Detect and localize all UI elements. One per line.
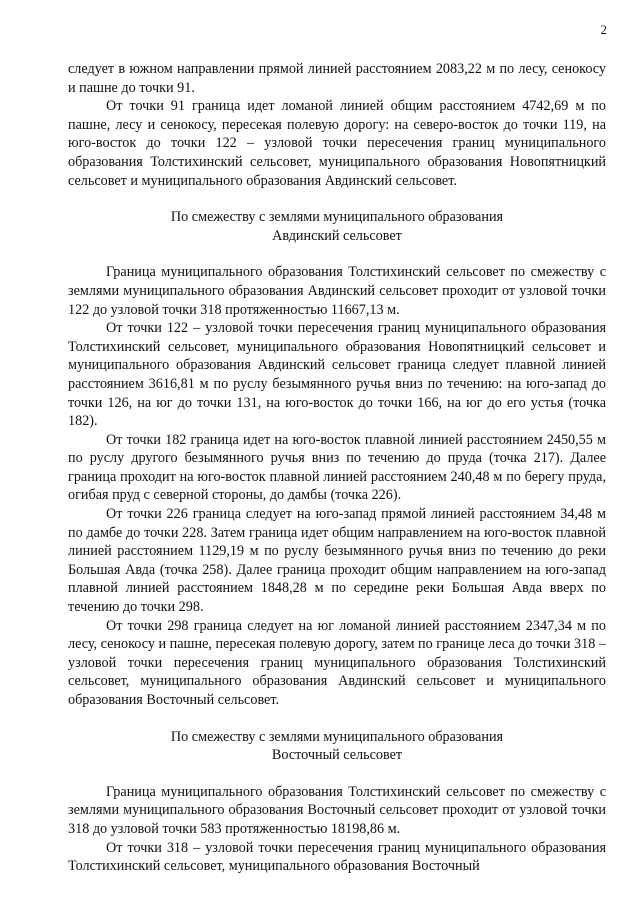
spacer — [68, 765, 606, 783]
spacer — [68, 245, 606, 263]
page-number: 2 — [600, 22, 607, 37]
section-heading-line: По смежеству с землями муниципального образования — [170, 209, 504, 226]
paragraph-continuation: следует в южном направлении прямой линией расстоянием 2083,22 м по лесу, сенокосу и пашне до точки 91. — [68, 61, 606, 96]
paragraph-point-91: От точки 91 граница идет ломаной линией общим расстоянием 4742,69 м по пашне, лесу и сенокосу, пересекая полевую дорогу: на северо-восток до точки 119, на юго-восток до точки 122 – узловой точки пересечения границ муниципального образования Толстихинский сельсовет, муниципального образования Новопятницкий сельсовет и муниципального образования Авдинский сельсовет. — [68, 98, 606, 189]
document-body — [68, 60, 606, 876]
paragraph-point-226: От точки 226 граница следует на юго-запад прямой линией расстоянием 34,48 м по дамбе до точки 228. Затем граница идет общим направлением на юго-восток плавной линией расстоянием 1129,19 м по руслу безымянного ручья вниз по течению до реки Большая Авда (точка 258). Далее граница проходит общим направлением на юго-запад плавной линией расстоянием 1848,28 м по середине реки Большая Авда вверх по течению до точки 298. — [68, 506, 606, 616]
paragraph-point-318: От точки 318 – узловой точки пересечения границ муниципального образования Толстихинский сельсовет, муниципального образования Восточный — [68, 839, 606, 875]
section-heading-line: Восточный сельсовет — [271, 747, 403, 764]
section-heading-avdinsky — [68, 208, 606, 245]
paragraph-point-298: От точки 298 граница следует на юг ломаной линией расстоянием 2347,34 м по лесу, сенокосу и пашне, пересекая полевую дорогу, затем по границе леса до точки 318 – узловой точки пересечения границ муниципального образования Толстихинский сельсовет, муниципального образования Авдинский сельсовет и муниципального образования Восточный сельсовет. — [68, 617, 606, 708]
section-heading-line: Авдинский сельсовет — [272, 227, 402, 244]
spacer — [68, 190, 606, 208]
section-heading-vostochny — [68, 728, 606, 765]
spacer — [68, 710, 606, 728]
paragraph-point-122: От точки 122 – узловой точки пересечения границ муниципального образования Толстихинский сельсовет, муниципального образования Новопятницкий сельсовет и муниципального образования Авдинский сельсовет граница следует плавной линией расстоянием 3616,81 м по руслу безымянного ручья вниз по течению: на юго-запад до точки 126, на юг до точки 131, на юго-восток до точки 166, на юг до его устья (точка 182). — [68, 320, 606, 430]
paragraph-boundary-vostochny: Граница муниципального образования Толстихинский сельсовет по смежеству с землями муниципального образования Восточный сельсовет проходит от узловой точки 318 до узловой точки 583 протяженностью 18198,86 м. — [68, 783, 606, 837]
section-heading-line: По смежеству с землями муниципального образования — [170, 728, 504, 745]
paragraph-boundary-avdinsky: Граница муниципального образования Толстихинский сельсовет по смежеству с землями муниципального образования Авдинский сельсовет проходит от узловой точки 122 до узловой точки 318 протяженностью 11667,13 м. — [68, 264, 606, 318]
paragraph-point-182: От точки 182 граница идет на юго-восток плавной линией расстоянием 2450,55 м по руслу другого безымянного ручья вниз по течению до пруда (точка 217). Далее граница проходит на юго-восток плавной линией расстоянием 240,48 м по берегу пруда, огибая пруд с северной стороны, до дамбы (точка 226). — [68, 431, 606, 504]
